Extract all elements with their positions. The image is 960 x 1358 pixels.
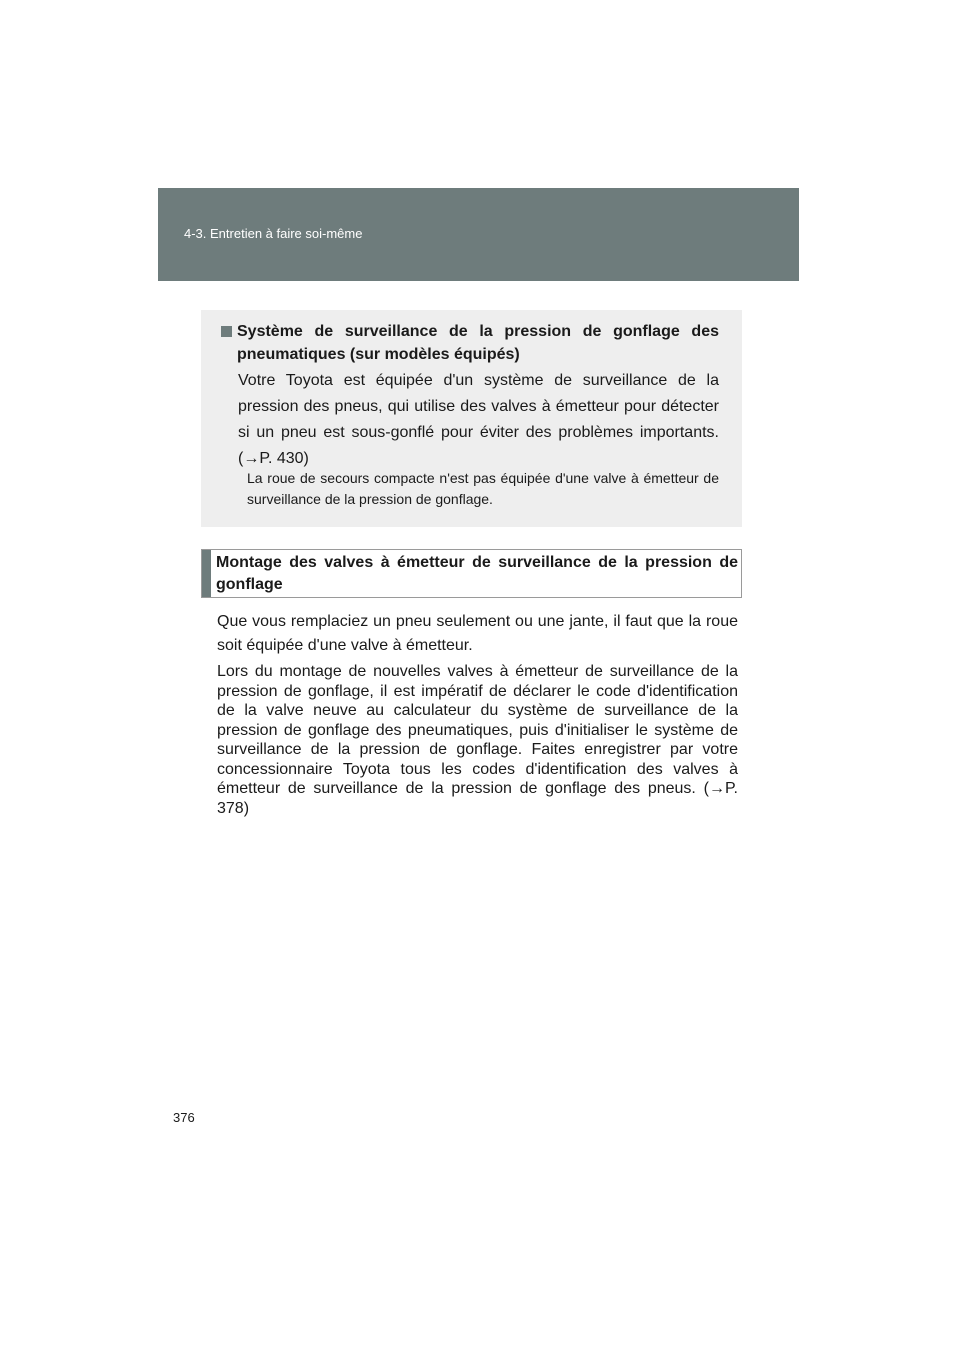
- info-body-text: Votre Toyota est équipée d'un système de surveillance de la pression des pneus, qui utilise des valves à émetteur pour détecter si un pneu est sous-gonflé pour éviter des problèmes importants. (→P. 430): [238, 372, 719, 467]
- paragraph-1: Que vous remplaciez un pneu seulement ou une jante, il faut que la roue soit équipée d'une valve à émetteur.: [217, 613, 738, 654]
- section-heading-bar: [202, 550, 211, 597]
- info-box: [201, 310, 742, 527]
- section-heading-title: Montage des valves à émetteur de surveillance de la pression de gonflage: [216, 554, 738, 593]
- chapter-header-band: [158, 188, 799, 281]
- square-bullet-icon: [221, 326, 232, 337]
- info-heading: [221, 320, 719, 366]
- info-heading-text: Système de surveillance de la pression de gonflage des pneumatiques (sur modèles équipés): [237, 323, 719, 363]
- paragraph-2: Lors du montage de nouvelles valves à émetteur de surveillance de la pression de gonflage, il est impératif de déclarer le code d'identification de la valve neuve au calculateur du système de surveillance de la pression de gonflage des pneumatiques, puis d'initialiser le système de surveillance de la pression de gonflage. Faites enregistrer par votre concessionnaire Toyota tous les codes d'identification des valves à émetteur de surveillance de la pression de gonflage des pneus. (→P. 378): [217, 663, 738, 817]
- page-number: 376: [173, 1110, 195, 1125]
- info-note-text: La roue de secours compacte n'est pas équipée d'une valve à émetteur de surveillance de la pression de gonflage.: [247, 470, 719, 507]
- section-heading-box: [201, 549, 742, 598]
- section-title: 4-3. Entretien à faire soi-même: [184, 226, 363, 241]
